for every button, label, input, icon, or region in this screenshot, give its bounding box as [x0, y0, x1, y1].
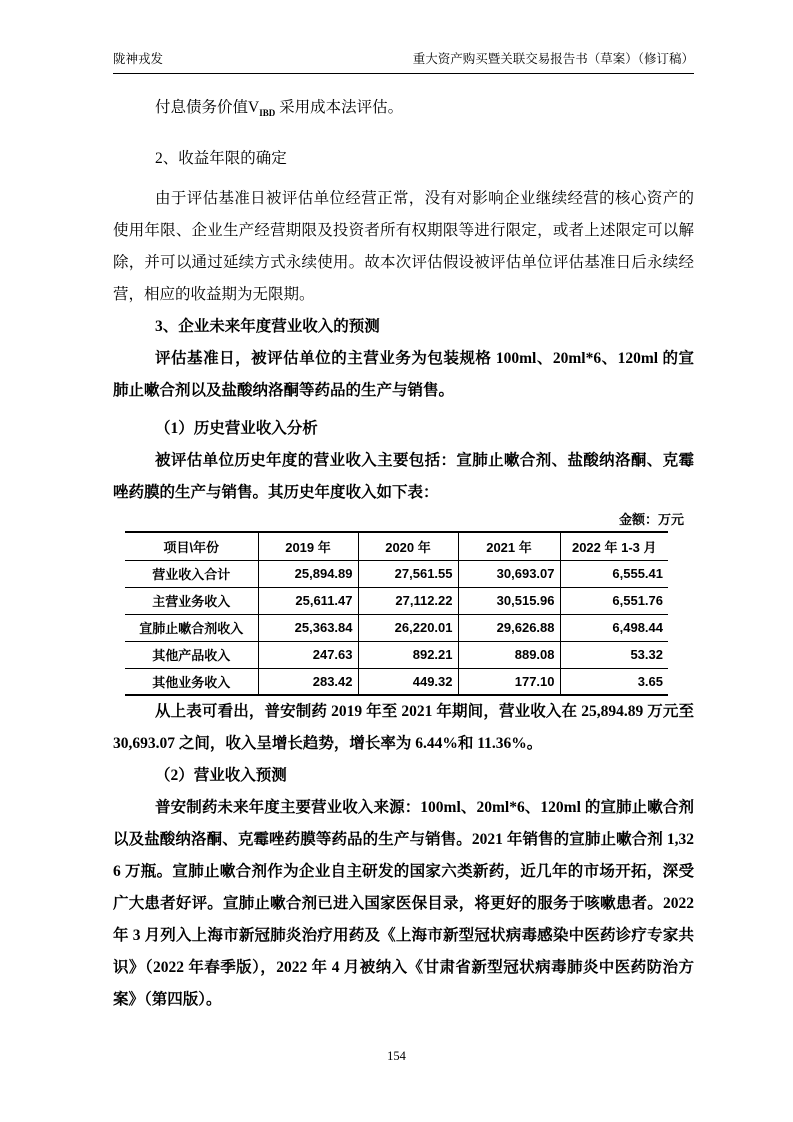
paragraph-base-date-business: 评估基准日，被评估单位的主营业务为包装规格 100ml、20ml*6、120ml 的宣肺止嗽合剂以及盐酸纳洛酮等药品的生产与销售。: [113, 350, 694, 400]
row-value: 27,561.55: [358, 560, 458, 587]
row-value: 247.63: [258, 641, 358, 668]
row-value: 177.10: [458, 668, 560, 695]
paragraph-history-revenue: 被评估单位历史年度的营业收入主要包括：宣肺止嗽合剂、盐酸纳洛酮、克霉唑药膜的生产与销售。其历史年度收入如下表：: [113, 452, 694, 502]
revenue-history-table: [125, 531, 668, 696]
paragraph-vibd-valuation: [113, 92, 694, 129]
heading-revenue-prediction: （2）营业收入预测: [155, 767, 287, 785]
table-row: [125, 668, 668, 695]
heading-history-analysis: （1）历史营业收入分析: [155, 420, 318, 438]
row-value: 30,515.96: [458, 587, 560, 614]
vibd-text-suffix: 采用成本法评估。: [275, 99, 404, 116]
header-report-title: 重大资产购买暨关联交易报告书（草案）（修订稿）: [412, 52, 694, 66]
heading-revenue-forecast: 3、企业未来年度营业收入的预测: [155, 318, 380, 336]
row-value: 3.65: [560, 668, 668, 695]
row-value: 27,112.22: [358, 587, 458, 614]
table-header-row: [125, 532, 668, 560]
header-company-name: 陇神戎发: [113, 52, 164, 66]
row-label: 其他产品收入: [125, 641, 258, 668]
table-row: [125, 587, 668, 614]
row-value: 25,363.84: [258, 614, 358, 641]
row-value: 6,498.44: [560, 614, 668, 641]
table-row: [125, 614, 668, 641]
row-label: 营业收入合计: [125, 560, 258, 587]
page-number: 154: [387, 1049, 406, 1063]
row-value: 892.21: [358, 641, 458, 668]
page-footer: [0, 1049, 793, 1064]
row-value: 6,551.76: [560, 587, 668, 614]
document-body: [113, 92, 694, 1016]
vibd-subscript: IBD: [259, 108, 276, 119]
table-header-item: 项目\年份: [125, 532, 258, 560]
row-value: 29,626.88: [458, 614, 560, 641]
table-row: [125, 560, 668, 587]
heading-income-years: 2、收益年限的确定: [155, 150, 287, 168]
table-unit-label: 金额：万元: [618, 512, 684, 528]
row-value: 30,693.07: [458, 560, 560, 587]
table-row: [125, 641, 668, 668]
paragraph-income-duration: 由于评估基准日被评估单位经营正常，没有对影响企业继续经营的核心资产的使用年限、企业生产经营期限及投资者所有权期限等进行限定，或者上述限定可以解除，并可以通过延续方式永续使用。故本次评估假设被评估单位评估基准日后永续经营，相应的收益期为无限期。: [113, 190, 694, 304]
row-label: 宣肺止嗽合剂收入: [125, 614, 258, 641]
row-value: 25,894.89: [258, 560, 358, 587]
row-value: 53.32: [560, 641, 668, 668]
row-value: 889.08: [458, 641, 560, 668]
table-header-2022q1: 2022 年 1-3 月: [560, 532, 668, 560]
paragraph-table-conclusion: 从上表可看出，普安制药 2019 年至 2021 年期间，营业收入在 25,894.89 万元至 30,693.07 之间，收入呈增长趋势，增长率为 6.44%和 11.36%。: [113, 703, 694, 753]
row-value: 26,220.01: [358, 614, 458, 641]
row-value: 449.32: [358, 668, 458, 695]
row-value: 25,611.47: [258, 587, 358, 614]
row-label: 主营业务收入: [125, 587, 258, 614]
row-label: 其他业务收入: [125, 668, 258, 695]
table-header-2019: 2019 年: [258, 532, 358, 560]
paragraph-forecast-detail: 普安制药未来年度主要营业收入来源：100ml、20ml*6、120ml 的宣肺止嗽合剂以及盐酸纳洛酮、克霉唑药膜等药品的生产与销售。2021 年销售的宣肺止嗽合剂 1,326 万瓶。宣肺止嗽合剂作为企业自主研发的国家六类新药，近几年的市场开拓，深受广大患者好评。宣肺止嗽合剂已进入国家医保目录，将更好的服务于咳嗽患者。2022 年 3 月列入上海市新冠肺炎治疗用药及《上海市新型冠状病毒感染中医药诊疗专家共识》（2022 年春季版），2022 年 4 月被纳入《甘肃省新型冠状病毒肺炎中医药防治方案》（第四版）。: [113, 799, 694, 1009]
page-header: [113, 50, 694, 74]
vibd-text-prefix: 付息债务价值V: [155, 99, 260, 116]
row-value: 283.42: [258, 668, 358, 695]
table-header-2020: 2020 年: [358, 532, 458, 560]
table-header-2021: 2021 年: [458, 532, 560, 560]
row-value: 6,555.41: [560, 560, 668, 587]
